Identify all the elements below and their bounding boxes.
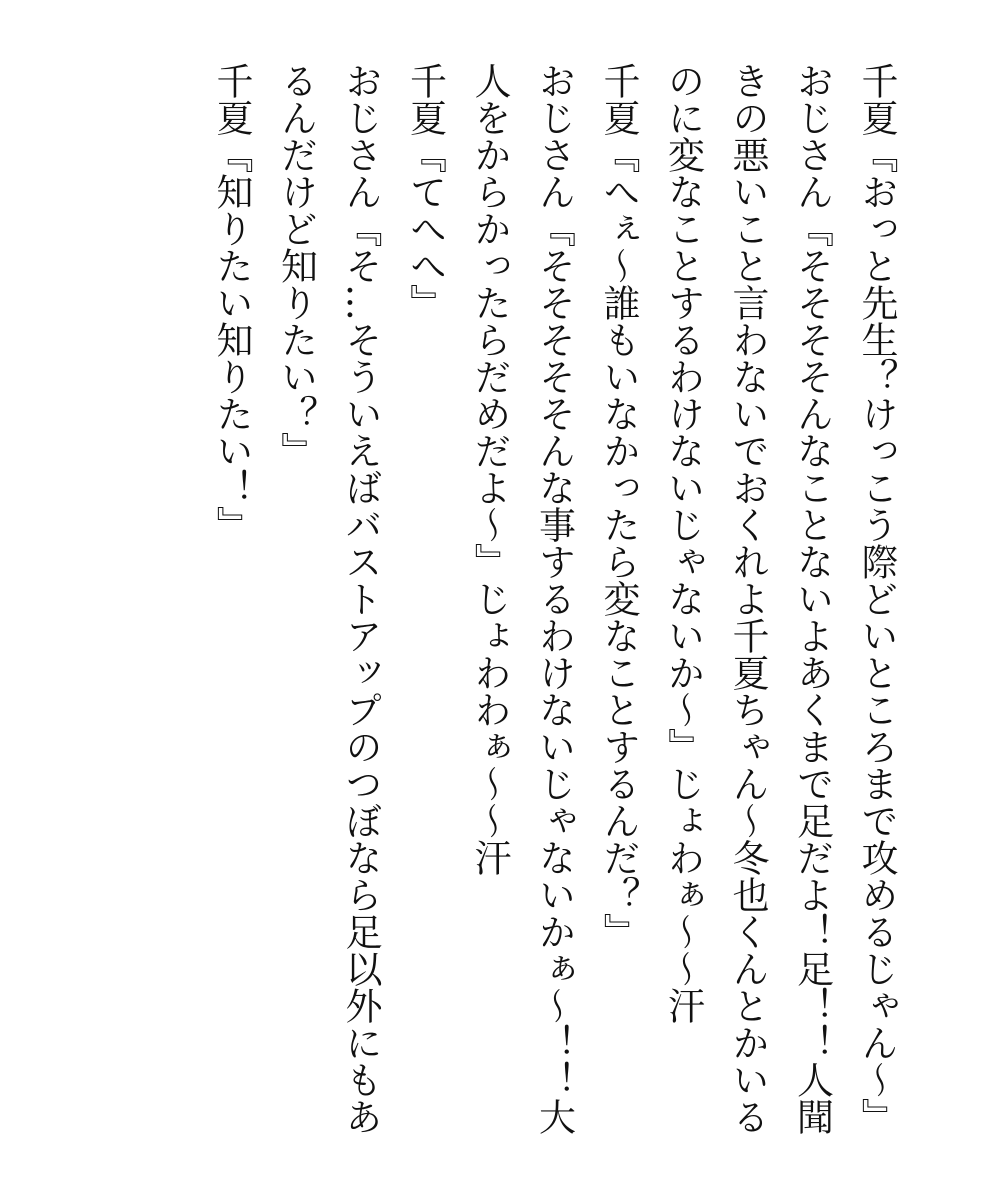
dialogue-line: おじさん『そそそそんなことないよあくまで足だよ！足！！人聞きの悪いこと言わないでおくれよ千夏ちゃん〜冬也くんとかいるのに変なことするわけないじゃないか〜』じょわぁ〜〜汗 — [661, 62, 834, 1135]
dialogue-line: 千夏『おっと先生？けっこう際どいところまで攻めるじゃん〜』 — [855, 62, 898, 1135]
dialogue-line: 千夏『知りたい知りたい！』 — [210, 62, 253, 543]
dialogue-line: 千夏『てへへ』 — [403, 62, 447, 321]
dialogue-line: 千夏『へぇ〜誰もいなかったら変なことするんだ？』 — [597, 62, 640, 950]
dialogue-line: おじさん『そ…そういえばバストアップのつぼなら足以外にもあるんだけど知りたい？』 — [274, 62, 382, 1135]
vertical-text-body — [199, 62, 909, 1152]
dialogue-line: おじさん『そそそそそんな事するわけないじゃないかぁ〜！！大人をからかったらだめだよ〜』じょわわぁ〜〜汗 — [468, 62, 576, 1135]
